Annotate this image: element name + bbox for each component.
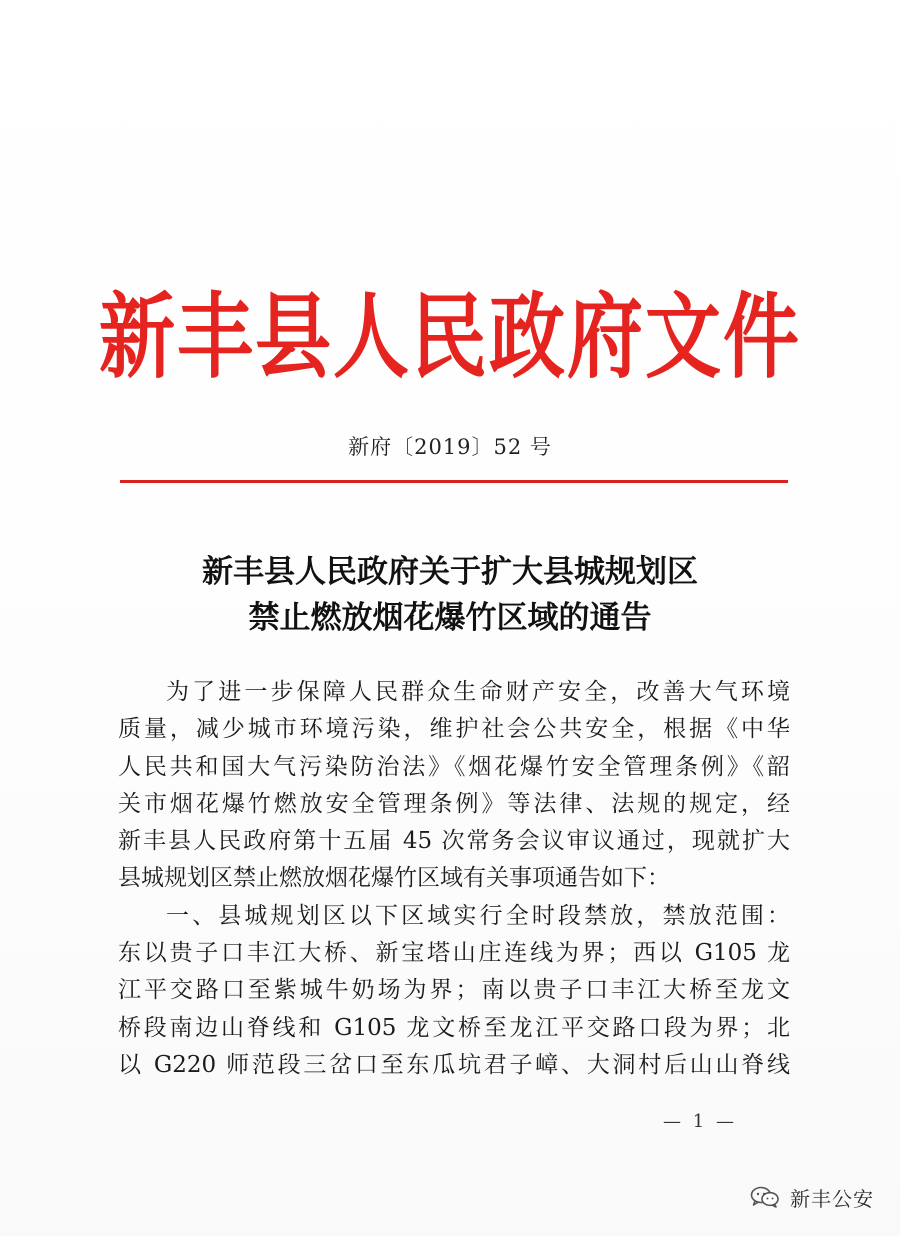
body-line: 为了进一步保障人民群众生命财产安全，改善大气环境 — [166, 679, 790, 705]
body-line: 新丰县人民政府第十五届 45 次常务会议审议通过，现就扩大 — [118, 828, 790, 855]
notice-title-line-1: 新丰县人民政府关于扩大县城规划区 — [202, 554, 698, 590]
account-watermark — [750, 1182, 874, 1212]
wechat-icon — [750, 1186, 780, 1208]
account-name: 新丰公安 — [790, 1186, 874, 1211]
page-number: — 1 — — [663, 1111, 737, 1132]
body-line: 以 G220 师范段三岔口至东瓜坑君子嶂、大洞村后山山脊线 — [118, 1051, 790, 1078]
body-line: 一、县城规划区以下区域实行全时段禁放，禁放范围： — [166, 902, 790, 929]
masthead-title: 新丰县人民政府文件 — [99, 282, 801, 391]
red-divider-line — [120, 480, 788, 483]
body-line: 人民共和国大气污染防治法》《烟花爆竹安全管理条例》《韶 — [118, 753, 790, 780]
notice-body — [118, 674, 790, 1084]
notice-title-line-2: 禁止燃放烟花爆竹区域的通告 — [248, 600, 652, 636]
body-line: 县城规划区禁止燃放烟花爆竹区域有关事项通告如下： — [118, 865, 670, 892]
document-number: 新府〔2019〕52 号 — [348, 435, 552, 459]
body-line: 桥段南边山脊线和 G105 龙文桥至龙江平交路口段为界；北 — [118, 1014, 790, 1041]
body-line: 江平交路口至紫城牛奶场为界；南以贵子口丰江大桥至龙文 — [118, 977, 790, 1004]
body-line: 关市烟花爆竹燃放安全管理条例》等法律、法规的规定，经 — [118, 790, 790, 817]
body-line: 质量，减少城市环境污染，维护社会公共安全，根据《中华 — [118, 716, 790, 743]
body-line: 东以贵子口丰江大桥、新宝塔山庄连线为界；西以 G105 龙 — [118, 940, 790, 967]
